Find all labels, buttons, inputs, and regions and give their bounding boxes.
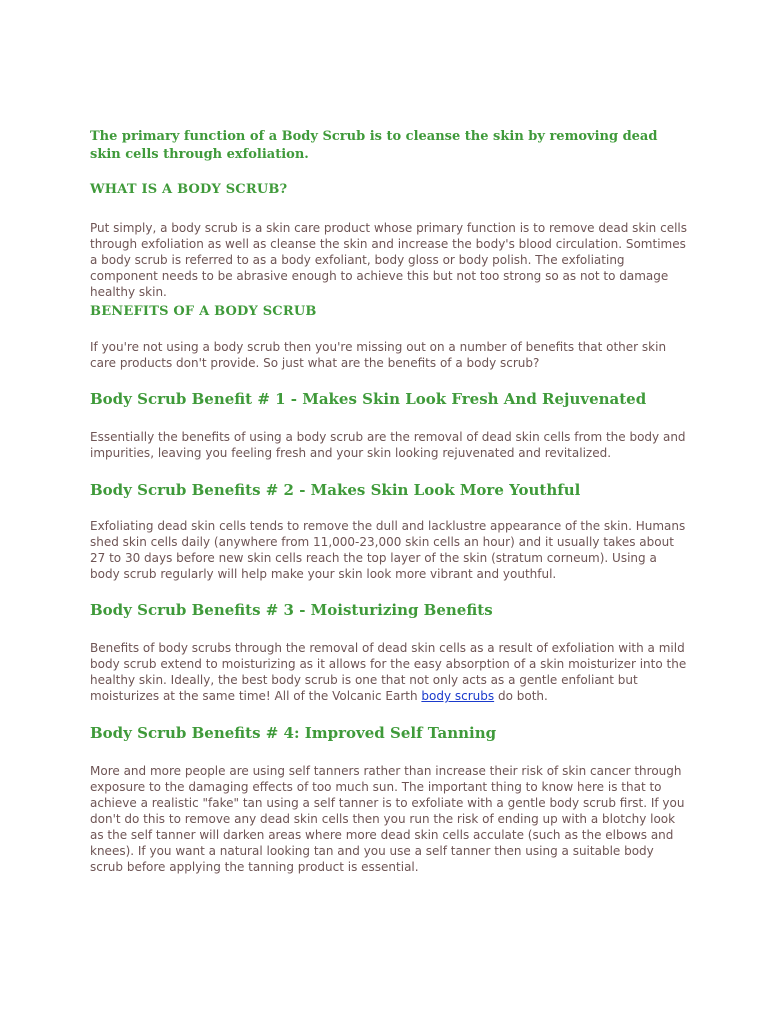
heading-what-is-body-scrub: WHAT IS A BODY SCRUB? xyxy=(90,182,288,197)
paragraph-benefit-3-text: Benefits of body scrubs through the removal of dead skin cells as a result of exfoliation with a mild body scrub extend to moisturizing as it allows for the easy absorption of a skin moisturizer into the healthy skin. Ideally, the best body scrub is one that not only acts as a gentle enfoliant but moisturizes at the same time! All of the Volcanic Earth xyxy=(90,641,687,703)
paragraph-benefit-3 xyxy=(90,640,690,704)
paragraph-benefit-4: More and more people are using self tanners rather than increase their risk of skin cancer through exposure to the damaging effects of too much sun. The important thing to know here is that to achieve a realistic "fake" tan using a self tanner is to exfoliate with a gentle body scrub first. If you don't do this to remove any dead skin cells then you run the risk of ending up with a blotchy look as the self tanner will darken areas where more dead skin cells acculate (such as the elbows and knees). If you want a natural looking tan and you use a self tanner then using a suitable body scrub before applying the tanning product is essential. xyxy=(90,764,685,874)
paragraph-benefit-3-tail: do both. xyxy=(494,689,548,703)
paragraph-benefit-1: Essentially the benefits of using a body scrub are the removal of dead skin cells from the body and impurities, leaving you feeling fresh and your skin looking rejuvenated and revitalized. xyxy=(90,430,686,460)
heading-benefit-2: Body Scrub Benefits # 2 - Makes Skin Look More Youthful xyxy=(90,481,581,499)
intro-text: The primary function of a Body Scrub is to cleanse the skin by removing dead skin cells through exfoliation. xyxy=(90,129,658,162)
paragraph-benefits: If you're not using a body scrub then you're missing out on a number of benefits that other skin care products don't provide. So just what are the benefits of a body scrub? xyxy=(90,340,667,370)
paragraph-what-is-body-scrub: Put simply, a body scrub is a skin care product whose primary function is to remove dead skin cells through exfoliation as well as cleanse the skin and increase the body's blood circulation. Somtimes a body scrub is referred to as a body exfoliant, body gloss or body polish. The exfoliating component needs to be abrasive enough to achieve this but not too strong so as not to damage healthy skin. xyxy=(90,221,688,299)
heading-benefit-4: Body Scrub Benefits # 4: Improved Self Tanning xyxy=(90,724,497,742)
heading-benefit-3: Body Scrub Benefits # 3 - Moisturizing Benefits xyxy=(90,601,493,619)
heading-benefits: BENEFITS OF A BODY SCRUB xyxy=(90,304,317,319)
body-scrubs-link[interactable]: body scrubs xyxy=(421,689,495,703)
heading-benefit-1: Body Scrub Benefit # 1 - Makes Skin Look Fresh And Rejuvenated xyxy=(90,390,647,408)
paragraph-benefit-2: Exfoliating dead skin cells tends to remove the dull and lacklustre appearance of the skin. Humans shed skin cells daily (anywhere from 11,000-23,000 skin cells an hour) and it usually takes about 27 to 30 days before new skin cells reach the top layer of the skin (stratum corneum). Using a body scrub regularly will help make your skin look more vibrant and youthful. xyxy=(90,519,686,581)
